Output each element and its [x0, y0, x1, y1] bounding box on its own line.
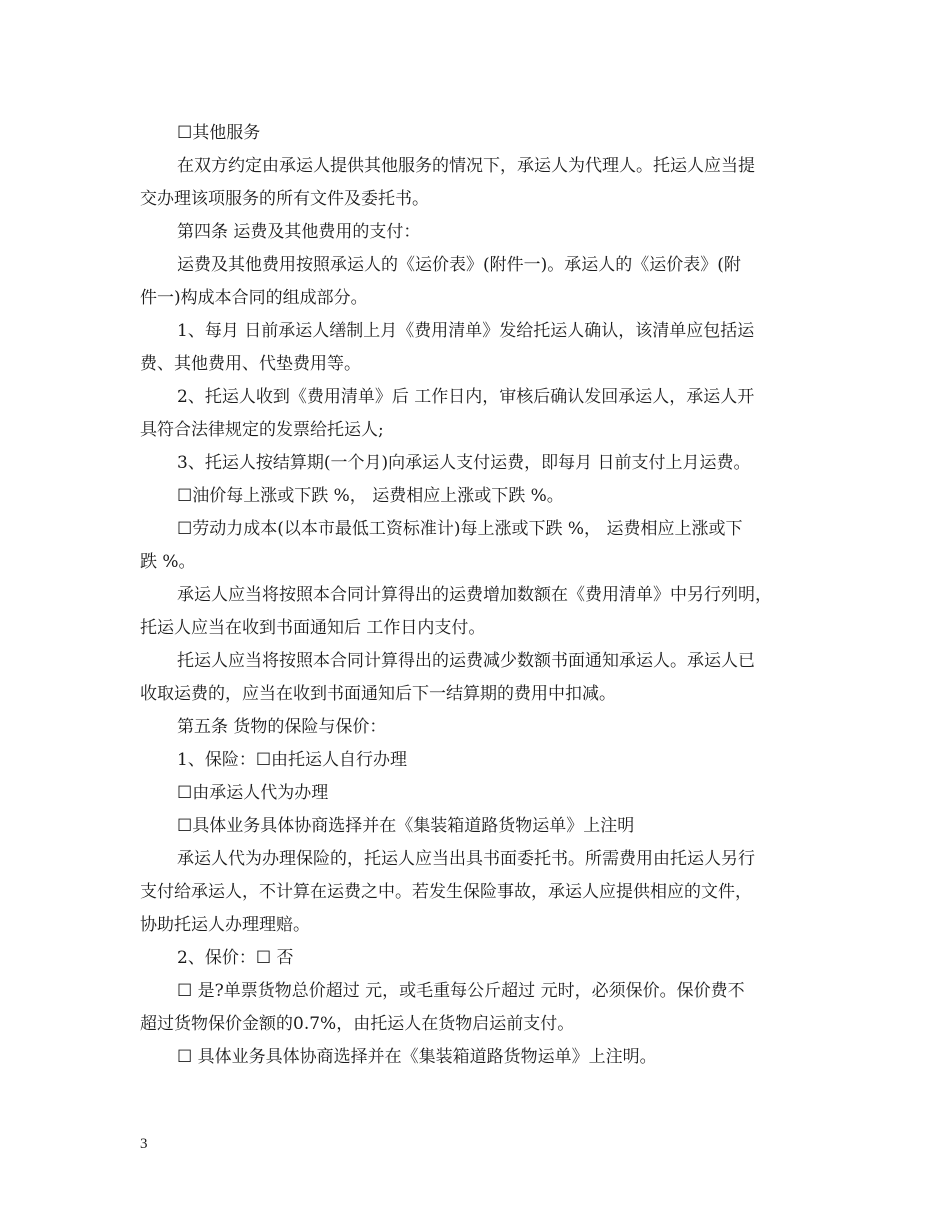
- text-line: 支付给承运人，不计算在运费之中。若发生保险事故，承运人应提供相应的文件，: [140, 882, 752, 902]
- text-line: 跌 %。: [140, 552, 196, 572]
- text-line: 运费及其他费用按照承运人的《运价表》(附件一)。承运人的《运价表》(附: [177, 255, 741, 275]
- text-line: 承运人应当将按照本合同计算得出的运费增加数额在《费用清单》中另行列明，: [177, 585, 772, 605]
- document-body: [140, 117, 823, 1074]
- text-line: 托运人应当在收到书面通知后 工作日内支付。: [140, 618, 486, 638]
- page-number: 3: [140, 1136, 148, 1152]
- text-line: 托运人应当将按照本合同计算得出的运费减少数额书面通知承运人。承运人已: [177, 651, 755, 671]
- text-line: ☐其他服务: [177, 123, 261, 143]
- text-line: ☐由承运人代为办理: [177, 783, 329, 803]
- text-line: 2、托运人收到《费用清单》后 工作日内，审核后确认发回承运人，承运人开: [177, 387, 755, 407]
- text-line: ☐ 是?单票货物总价超过 元，或毛重每公斤超过 元时，必须保价。保价费不: [177, 981, 745, 1001]
- text-line: 件一)构成本合同的组成部分。: [140, 288, 368, 308]
- text-line: 1、每月 日前承运人缮制上月《费用清单》发给托运人确认，该清单应包括运: [177, 321, 755, 341]
- text-line: 承运人代为办理保险的，托运人应当出具书面委托书。所需费用由托运人另行: [177, 849, 755, 869]
- text-line: ☐油价每上涨或下跌 %， 运费相应上涨或下跌 %。: [177, 486, 564, 506]
- text-line: ☐具体业务具体协商选择并在《集装箱道路货物运单》上注明: [177, 816, 635, 836]
- text-line: 协助托运人办理理赔。: [140, 915, 310, 935]
- text-line: 第五条 货物的保险与保价：: [177, 717, 387, 737]
- text-line: 具符合法律规定的发票给托运人;: [140, 420, 384, 440]
- text-line: 费、其他费用、代垫费用等。: [140, 354, 361, 374]
- text-line: 在双方约定由承运人提供其他服务的情况下，承运人为代理人。托运人应当提: [177, 156, 755, 176]
- text-line: 1、保险：☐由托运人自行办理: [177, 750, 408, 770]
- text-line: ☐ 具体业务具体协商选择并在《集装箱道路货物运单》上注明。: [177, 1047, 657, 1067]
- text-line: 交办理该项服务的所有文件及委托书。: [140, 189, 429, 209]
- text-line: 收取运费的，应当在收到书面通知后下一结算期的费用中扣减。: [140, 684, 616, 704]
- text-line: ☐劳动力成本(以本市最低工资标准计)每上涨或下跌 %， 运费相应上涨或下: [177, 519, 743, 539]
- text-line: 3、托运人按结算期(一个月)向承运人支付运费，即每月 日前支付上月运费。: [177, 453, 751, 473]
- text-line: 第四条 运费及其他费用的支付：: [177, 222, 421, 242]
- text-line: 超过货物保价金额的0.7%，由托运人在货物启运前支付。: [140, 1014, 575, 1034]
- text-line: 2、保价：☐ 否: [177, 948, 294, 968]
